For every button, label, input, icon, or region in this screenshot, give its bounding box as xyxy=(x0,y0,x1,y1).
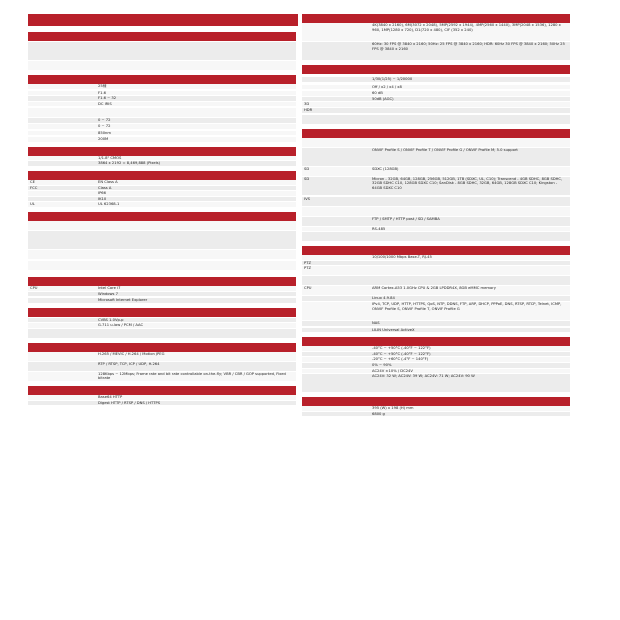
spec-label xyxy=(302,363,370,368)
spec-table xyxy=(302,138,570,243)
spec-table xyxy=(302,74,570,125)
spec-row xyxy=(28,250,296,260)
spec-label xyxy=(302,302,370,320)
spec-value xyxy=(96,231,296,249)
spec-value: NAS xyxy=(372,320,380,325)
spec-value: 128Kbps ~ 12Mbps; Frame rate and bit rate controllable on-the-fly; VBR / CBR / GOP supported, Fixed bitrate xyxy=(98,371,286,381)
spec-label xyxy=(28,292,96,297)
section-title xyxy=(302,129,570,138)
spec-value: Digest HTTP / RTSP / DNS / HTTPS xyxy=(98,400,161,405)
spec-label xyxy=(28,156,96,161)
section-title xyxy=(28,147,296,156)
spec-value: 395 (W) x 198 (H) mm xyxy=(372,406,414,411)
spec-label xyxy=(28,191,96,196)
spec-label xyxy=(302,23,370,41)
spec-label xyxy=(302,148,370,166)
spec-value xyxy=(96,221,296,230)
spec-row xyxy=(28,202,296,208)
spec-value: DC IRIS xyxy=(98,101,112,106)
spec-value: 6800 g xyxy=(372,411,385,416)
section-title xyxy=(28,32,296,41)
spec-label xyxy=(28,318,96,323)
spec-table xyxy=(28,180,296,208)
section-title xyxy=(302,246,570,255)
spec-value: Class A xyxy=(98,185,112,190)
spec-value: -40°C ~ +50°C (-40°F ~ 122°F) xyxy=(372,346,431,351)
spec-value xyxy=(370,261,570,266)
section-title xyxy=(28,386,296,395)
section-title xyxy=(28,277,296,286)
spec-value: 0 ~ 72 xyxy=(98,123,111,128)
spec-label xyxy=(28,118,96,123)
spec-table xyxy=(28,221,296,273)
spec-label xyxy=(28,395,96,400)
spec-table xyxy=(28,317,296,339)
spec-row xyxy=(28,298,296,304)
spec-row xyxy=(28,137,296,143)
spec-label xyxy=(28,61,96,70)
spec-row xyxy=(28,231,296,250)
spec-value xyxy=(96,42,296,60)
spec-value: CVBS 1.0Vp-p xyxy=(98,317,124,322)
spec-row xyxy=(28,161,296,167)
spec-value: Micron - 32GB, 64GB, 128GB, 256GB, 512GB, 1TB (SDXC, UL, C10); Transcend - 4GB SDHC, 8GB SDHC, 32GB SDHC C10, 128GB SDXC C10; SanDisk - 8GB SDHC, 32GB, 64GB, 128GB SDXC C10; Kingston - 64GB SDXC C10 xyxy=(372,176,563,190)
spec-label xyxy=(28,42,96,60)
spec-row xyxy=(302,374,570,393)
spec-label xyxy=(302,232,370,241)
spec-row xyxy=(302,207,570,217)
spec-value xyxy=(370,276,570,285)
spec-row xyxy=(28,372,296,382)
spec-row xyxy=(302,266,570,276)
spec-value: RTP / RTSP, TCP, ICP / UDP, H.264 xyxy=(98,361,160,366)
spec-label xyxy=(302,85,370,90)
spec-table xyxy=(28,156,296,167)
spec-label xyxy=(28,261,96,270)
spec-label xyxy=(302,276,370,285)
spec-label xyxy=(28,108,96,117)
spec-label: PTZ xyxy=(304,266,312,271)
spec-value: IP66 xyxy=(98,191,107,196)
spec-label xyxy=(28,329,96,338)
spec-value: -40°C ~ +50°C (-40°F ~ 122°F) xyxy=(372,351,431,356)
spec-table xyxy=(28,352,296,382)
spec-table xyxy=(302,406,570,419)
spec-value: Base64 HTTP xyxy=(98,395,123,400)
page-title xyxy=(28,14,298,26)
spec-value: AC24V: 32 W; AC24V: 39 W; AC24V: 71 W; AC24V: 90 W xyxy=(372,374,475,379)
spec-value xyxy=(96,250,296,259)
spec-label xyxy=(302,255,370,260)
spec-row xyxy=(302,42,570,61)
spec-label: IVS xyxy=(304,196,310,201)
section-title xyxy=(28,171,296,180)
spec-table xyxy=(302,346,570,393)
spec-label: SD xyxy=(304,176,310,181)
spec-value xyxy=(370,232,570,241)
spec-value: G.711 u-law / PCM / AAC xyxy=(98,323,144,328)
spec-label: PTZ xyxy=(304,260,312,265)
spec-value: 0 ~ 72 xyxy=(98,118,111,123)
spec-row xyxy=(28,61,296,71)
spec-value: 10/100/1000 Mbps Base-T, RJ-45 xyxy=(372,255,432,260)
spec-value: H.265 / MEVIC / H.264 / Motion JPEG xyxy=(98,351,165,356)
spec-value: 50dB (AGC) xyxy=(372,96,394,101)
spec-row xyxy=(28,42,296,61)
spec-value xyxy=(370,108,570,113)
spec-label xyxy=(28,131,96,136)
spec-value: Off / x2 / x4 / x8 xyxy=(372,84,402,89)
spec-value: F1.6 ~ 32 xyxy=(98,96,117,101)
left-column xyxy=(28,28,296,410)
spec-label xyxy=(28,231,96,249)
spec-row xyxy=(302,418,570,419)
spec-label: CE xyxy=(30,179,35,184)
section-title xyxy=(28,343,296,352)
spec-row xyxy=(302,115,570,125)
spec-row xyxy=(302,23,570,42)
spec-value: EN Class A xyxy=(98,179,118,184)
spec-label xyxy=(302,369,370,374)
spec-label xyxy=(302,91,370,96)
spec-value xyxy=(370,102,570,107)
spec-sheet xyxy=(28,14,576,606)
spec-value xyxy=(96,329,296,338)
spec-value: 4K(3840 x 2160), 6M(3072 x 2048), 5MP(2592 x 1944), 4MP(2560 x 1440), 3MP(2048 x 1536), 1280 x 960, 1MP(1280 x 720), D1(720 x 480), CIF (352 x 240) xyxy=(372,23,561,32)
spec-value xyxy=(96,261,296,270)
spec-value: IK10 xyxy=(98,196,107,201)
spec-value: 1/30(1/25) ~ 1/20000 xyxy=(372,77,413,81)
spec-label xyxy=(302,374,370,392)
spec-label xyxy=(302,227,370,232)
spec-label xyxy=(302,42,370,60)
spec-label xyxy=(28,161,96,166)
section-title xyxy=(302,14,570,23)
spec-table xyxy=(28,84,296,143)
spec-row xyxy=(28,272,296,273)
spec-label: HDR xyxy=(304,107,313,112)
spec-row xyxy=(302,328,570,334)
spec-label xyxy=(302,321,370,326)
spec-table xyxy=(28,41,296,71)
spec-value: LILIN Universal ActiveX xyxy=(372,327,415,332)
spec-value: 60 dB xyxy=(372,91,383,96)
spec-table xyxy=(28,395,296,410)
section-title xyxy=(28,75,296,84)
spec-value: ARM Cortex-A53 1.0GHz CPU & 2GB LPDDR4X, 8GB eMMC memory xyxy=(372,286,496,291)
spec-value: Windows 7 xyxy=(98,291,118,296)
spec-row xyxy=(28,362,296,372)
spec-value: FTP / SMTP / HTTP post / SD / SAMBA xyxy=(372,216,440,221)
spec-value: F1.6 xyxy=(98,90,106,95)
spec-value xyxy=(370,138,570,147)
spec-row xyxy=(302,197,570,207)
spec-row xyxy=(302,232,570,242)
spec-label xyxy=(28,102,96,107)
spec-value: ONVIF Profile S / ONVIF Profile T / ONVIF Profile G / ONVIF Profile M; 5.0 support xyxy=(372,147,518,152)
spec-value: -20°C ~ +60°C (-4°F ~ 140°F) xyxy=(372,357,429,362)
spec-row xyxy=(302,167,570,177)
spec-value: Intel Core i7 xyxy=(98,285,121,290)
spec-row xyxy=(302,286,570,296)
spec-row xyxy=(302,217,570,227)
spec-row xyxy=(28,108,296,118)
spec-row xyxy=(28,409,296,410)
spec-label xyxy=(302,115,370,124)
spec-value: 3864 x 2192 = 8,469,888 (Pixels) xyxy=(98,161,160,166)
spec-label xyxy=(302,296,370,301)
spec-value: IPv4, TCP, UDP, HTTP, HTTPS, QoS, NTP, DDNS, FTP, ARP, DHCP, PPPoE, DNS, RTSP, RTCP, Telnet, ICMP, ONVIF Profile S, ONVIF Profile T, ONVIF Profile G xyxy=(372,301,562,311)
spec-value: 850nm xyxy=(98,130,111,135)
spec-label xyxy=(28,298,96,303)
spec-label: CPU xyxy=(304,286,312,291)
spec-label: UL xyxy=(30,202,35,207)
spec-label xyxy=(28,96,96,101)
spec-label xyxy=(302,217,370,226)
spec-table xyxy=(28,286,296,304)
spec-label xyxy=(28,221,96,230)
section-title xyxy=(302,65,570,74)
spec-value: 25種 xyxy=(98,84,107,88)
spec-value: RS-485 xyxy=(372,226,386,231)
spec-label: 3D xyxy=(304,102,310,107)
spec-label xyxy=(302,406,370,411)
spec-label xyxy=(28,91,96,96)
spec-value: 1/1.8" CMOS xyxy=(98,155,122,160)
spec-label xyxy=(28,352,96,361)
spec-label xyxy=(302,138,370,147)
right-column xyxy=(302,14,570,419)
spec-label xyxy=(28,197,96,202)
spec-label xyxy=(28,137,96,142)
spec-label xyxy=(28,323,96,328)
spec-row xyxy=(302,138,570,148)
spec-value: Linux 4.9.84 xyxy=(372,296,395,301)
spec-row xyxy=(302,276,570,286)
spec-row xyxy=(28,221,296,231)
section-title xyxy=(302,397,570,406)
spec-label xyxy=(302,357,370,362)
spec-value xyxy=(370,115,570,124)
spec-label: SD xyxy=(304,166,310,171)
spec-label: CPU xyxy=(30,285,38,290)
spec-value xyxy=(96,61,296,70)
spec-value xyxy=(96,108,296,117)
spec-label xyxy=(28,401,96,406)
spec-row xyxy=(28,352,296,362)
spec-value xyxy=(370,197,570,206)
spec-label xyxy=(28,372,96,381)
spec-label xyxy=(302,97,370,102)
spec-label xyxy=(302,346,370,351)
spec-row xyxy=(302,148,570,167)
spec-label xyxy=(302,328,370,333)
spec-value: 0% ~ 90% xyxy=(372,362,392,367)
spec-value: UL 62368-1 xyxy=(98,202,120,207)
spec-value: Microsoft Internet Explorer xyxy=(98,298,148,303)
spec-value: AC24V ±10% / DC24V xyxy=(372,368,413,373)
spec-value: 200M xyxy=(98,137,109,142)
spec-value: SDXC (128GB) xyxy=(372,166,399,171)
spec-label xyxy=(28,362,96,371)
spec-row xyxy=(28,261,296,271)
section-title xyxy=(28,308,296,317)
spec-label xyxy=(302,412,370,417)
spec-row xyxy=(302,302,570,321)
spec-row xyxy=(28,329,296,339)
spec-value: 60Hz: 30 FPS @ 3840 x 2160; 50Hz: 25 FPS @ 3840 x 2160; HDR: 60Hz 30 FPS @ 3840 x 2160; 50Hz 25 FPS @ 3840 x 2160 xyxy=(372,42,565,51)
spec-label xyxy=(302,352,370,357)
section-title xyxy=(302,337,570,346)
section-title xyxy=(28,212,296,221)
spec-table xyxy=(302,255,570,333)
spec-label xyxy=(28,250,96,259)
spec-value xyxy=(370,207,570,216)
spec-table xyxy=(302,23,570,61)
spec-label xyxy=(302,207,370,216)
spec-row xyxy=(302,177,570,196)
spec-label: FCC xyxy=(30,185,38,190)
spec-value xyxy=(370,266,570,275)
spec-label xyxy=(302,77,370,82)
spec-label xyxy=(28,124,96,129)
spec-label xyxy=(28,84,96,89)
